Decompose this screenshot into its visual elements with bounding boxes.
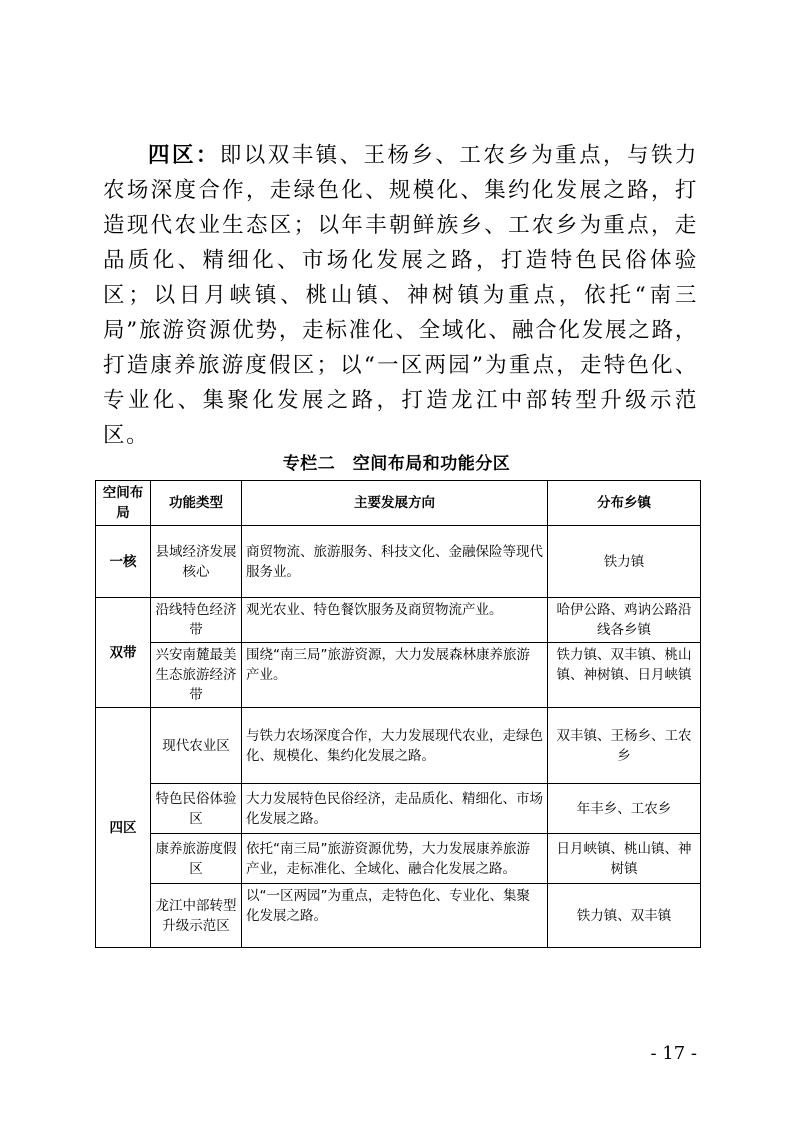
- table-header-row: [96, 481, 701, 526]
- header-towns: 分布乡镇: [548, 481, 701, 526]
- type-cell: 康养旅游度假区: [151, 834, 242, 884]
- towns-cell: 铁力镇: [548, 526, 701, 598]
- table-row: [96, 884, 701, 948]
- paragraph-body: 即以双丰镇、王杨乡、工农乡为重点，与铁力农场深度合作，走绿色化、规模化、集约化发展之路，打造现代农业生态区；以年丰朝鲜族乡、工农乡为重点，走品质化、精细化、市场化发展之路，打造特色民俗体验区；以日月峡镇、桃山镇、神树镇为重点，依托“南三局”旅游资源优势，走标准化、全域化、融合化发展之路，打造康养旅游度假区；以“一区两园”为重点，走特色化、专业化、集聚化发展之路，打造龙江中部转型升级示范区。: [103, 143, 698, 448]
- layout-cell: 一核: [96, 526, 151, 598]
- paragraph-lead: 四区：: [148, 143, 220, 168]
- type-cell: 龙江中部转型升级示范区: [151, 884, 242, 948]
- towns-cell: 年丰乡、工农乡: [548, 784, 701, 834]
- table-row: [96, 526, 701, 598]
- table-row: [96, 708, 701, 784]
- direction-cell: 围绕“南三局”旅游资源，大力发展森林康养旅游产业。: [242, 643, 548, 708]
- type-cell: 县域经济发展核心: [151, 526, 242, 598]
- table-row: [96, 784, 701, 834]
- type-cell: 特色民俗体验区: [151, 784, 242, 834]
- header-direction: 主要发展方向: [242, 481, 548, 526]
- layout-cell: 双带: [96, 598, 151, 708]
- header-layout: 空间布局: [96, 481, 151, 526]
- table-row: [96, 643, 701, 708]
- table-title: 专栏二 空间布局和功能分区: [282, 454, 511, 474]
- direction-cell: 依托“南三局”旅游资源优势，大力发展康养旅游产业，走标准化、全域化、融合化发展之路。: [242, 834, 548, 884]
- layout-table: [95, 480, 701, 948]
- direction-cell: 观光农业、特色餐饮服务及商贸物流产业。: [242, 598, 548, 643]
- towns-cell: 双丰镇、王杨乡、工农乡: [548, 708, 701, 784]
- towns-cell: 日月峡镇、桃山镇、神树镇: [548, 834, 701, 884]
- direction-cell: 以“一区两园”为重点，走特色化、专业化、集聚化发展之路。: [242, 884, 548, 948]
- towns-cell: 铁力镇、双丰镇、桃山镇、神树镇、日月峡镇: [548, 643, 701, 708]
- direction-cell: 商贸物流、旅游服务、科技文化、金融保险等现代服务业。: [242, 526, 548, 598]
- type-cell: 沿线特色经济带: [151, 598, 242, 643]
- layout-cell: 四区: [96, 708, 151, 948]
- table-row: [96, 598, 701, 643]
- type-cell: 兴安南麓最美生态旅游经济带: [151, 643, 242, 708]
- type-cell: 现代农业区: [151, 708, 242, 784]
- page-number: - 17 -: [650, 1043, 697, 1064]
- towns-cell: 铁力镇、双丰镇: [548, 884, 701, 948]
- body-paragraph: [103, 138, 698, 453]
- towns-cell: 哈伊公路、鸡讷公路沿线各乡镇: [548, 598, 701, 643]
- direction-cell: 与铁力农场深度合作，大力发展现代农业，走绿色化、规模化、集约化发展之路。: [242, 708, 548, 784]
- table-row: [96, 834, 701, 884]
- direction-cell: 大力发展特色民俗经济，走品质化、精细化、市场化发展之路。: [242, 784, 548, 834]
- header-type: 功能类型: [151, 481, 242, 526]
